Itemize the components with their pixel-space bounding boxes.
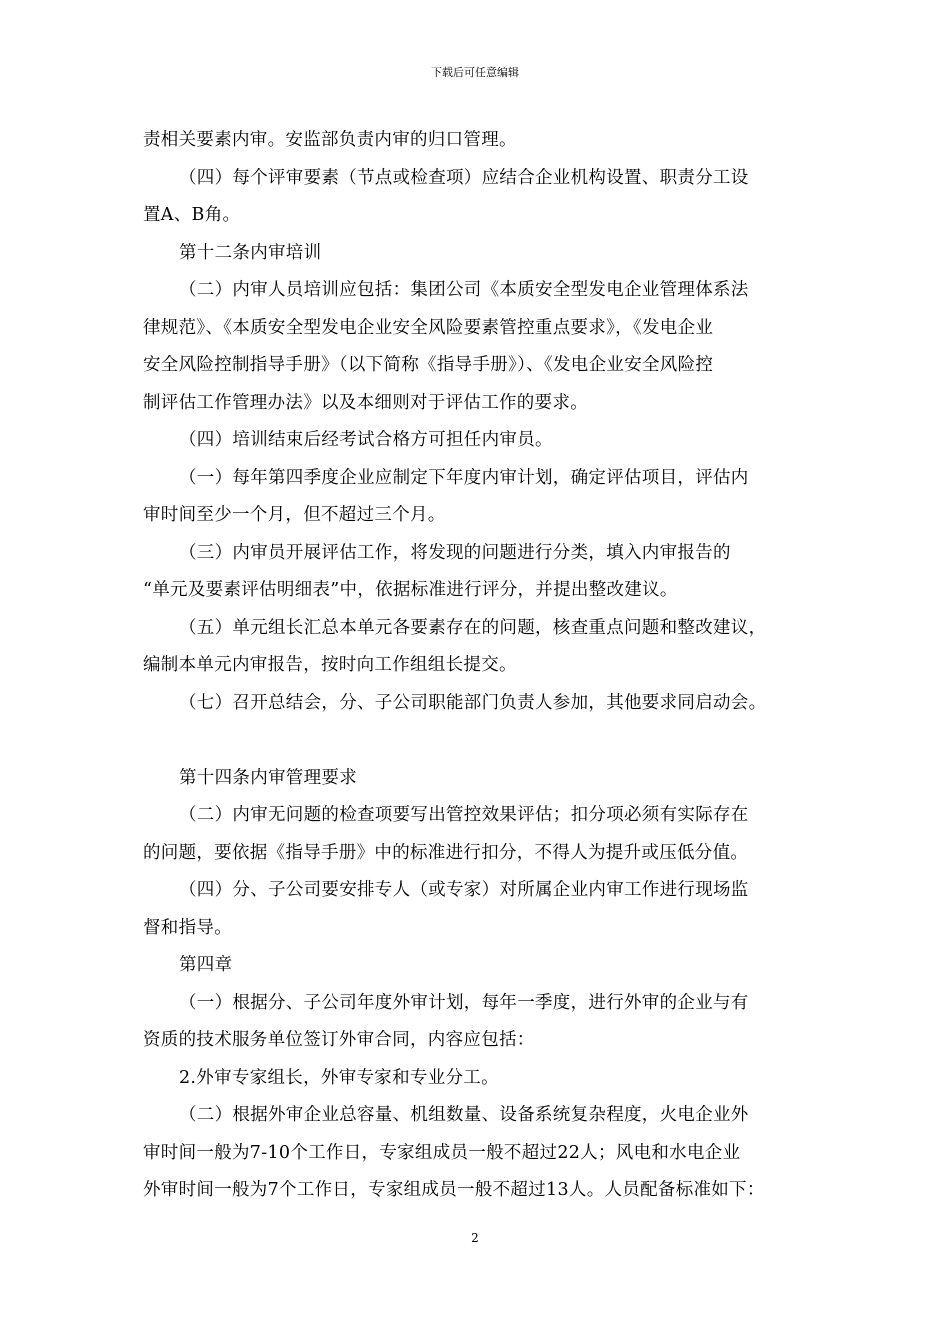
text-line: （二）根据外审企业总容量、机组数量、设备系统复杂程度，火电企业外	[179, 1105, 749, 1125]
text-line: （四）培训结束后经考试合格方可担任内审员。	[179, 430, 553, 450]
text-line: （一）每年第四季度企业应制定下年度内审计划，确定评估项目，评估内	[179, 467, 749, 488]
text-line: 外审时间一般为7个工作日，专家组成员一般不超过13人。人员配备标准如下：	[143, 1180, 765, 1200]
document-body	[143, 122, 819, 1210]
text-line: 律规范》、《本质安全型发电企业安全风险要素管控重点要求》，《发电企业	[143, 317, 714, 338]
text-line: （七）召开总结会，分、子公司职能部门负责人参加，其他要求同启动会。	[179, 692, 767, 713]
page-header: 下载后可任意编辑	[431, 66, 519, 79]
text-line: 2.外审专家组长，外审专家和专业分工。	[179, 1067, 499, 1088]
text-line: 编制本单元内审报告，按时向工作组组长提交。	[143, 655, 517, 675]
text-line: 制评估工作管理办法》以及本细则对于评估工作的要求。	[143, 392, 588, 413]
text-line: （五）单元组长汇总本单元各要素存在的问题，核查重点问题和整改建议，	[179, 617, 767, 638]
text-line: 的问题，要依据《指导手册》中的标准进行扣分，不得人为提升或压低分值。	[143, 842, 749, 863]
text-line: （三）内审员开展评估工作，将发现的问题进行分类，填入内审报告的	[179, 542, 731, 563]
text-line: “单元及要素评估明细表”中，依据标准进行评分，并提出整改建议。	[143, 580, 678, 600]
text-line: 督和指导。	[143, 917, 232, 938]
text-line: （二）内审人员培训应包括：集团公司《本质安全型发电企业管理体系法	[179, 280, 749, 300]
text-line: （一）根据分、子公司年度外审计划，每年一季度，进行外审的企业与有	[179, 992, 749, 1013]
text-line: 安全风险控制指导手册》（以下简称《指导手册》）、《发电企业安全风险控	[143, 355, 714, 375]
text-line: 审时间一般为7-10个工作日，专家组成员一般不超过22人；风电和水电企业	[143, 1142, 741, 1163]
text-line: 审时间至少一个月，但不超过三个月。	[143, 505, 446, 525]
text-line: 置A、B角。	[143, 205, 241, 225]
page-number: 2	[471, 1231, 479, 1245]
text-line: 责相关要素内审。安监部负责内审的归口管理。	[143, 130, 517, 150]
chapter-heading: 第四章	[179, 955, 233, 975]
text-line: （四）分、子公司要安排专人（或专家）对所属企业内审工作进行现场监	[179, 880, 749, 900]
section-heading: 第十二条内审培训	[179, 242, 322, 263]
text-line: （二）内审无问题的检查项要写出管控效果评估；扣分项必须有实际存在	[179, 805, 749, 825]
text-line: 资质的技术服务单位签订外审合同，内容应包括：	[143, 1030, 535, 1050]
blank-line	[143, 722, 819, 760]
text-line: （四）每个评审要素（节点或检查项）应结合企业机构设置、职责分工设	[179, 167, 749, 188]
section-heading: 第十四条内审管理要求	[179, 767, 357, 788]
